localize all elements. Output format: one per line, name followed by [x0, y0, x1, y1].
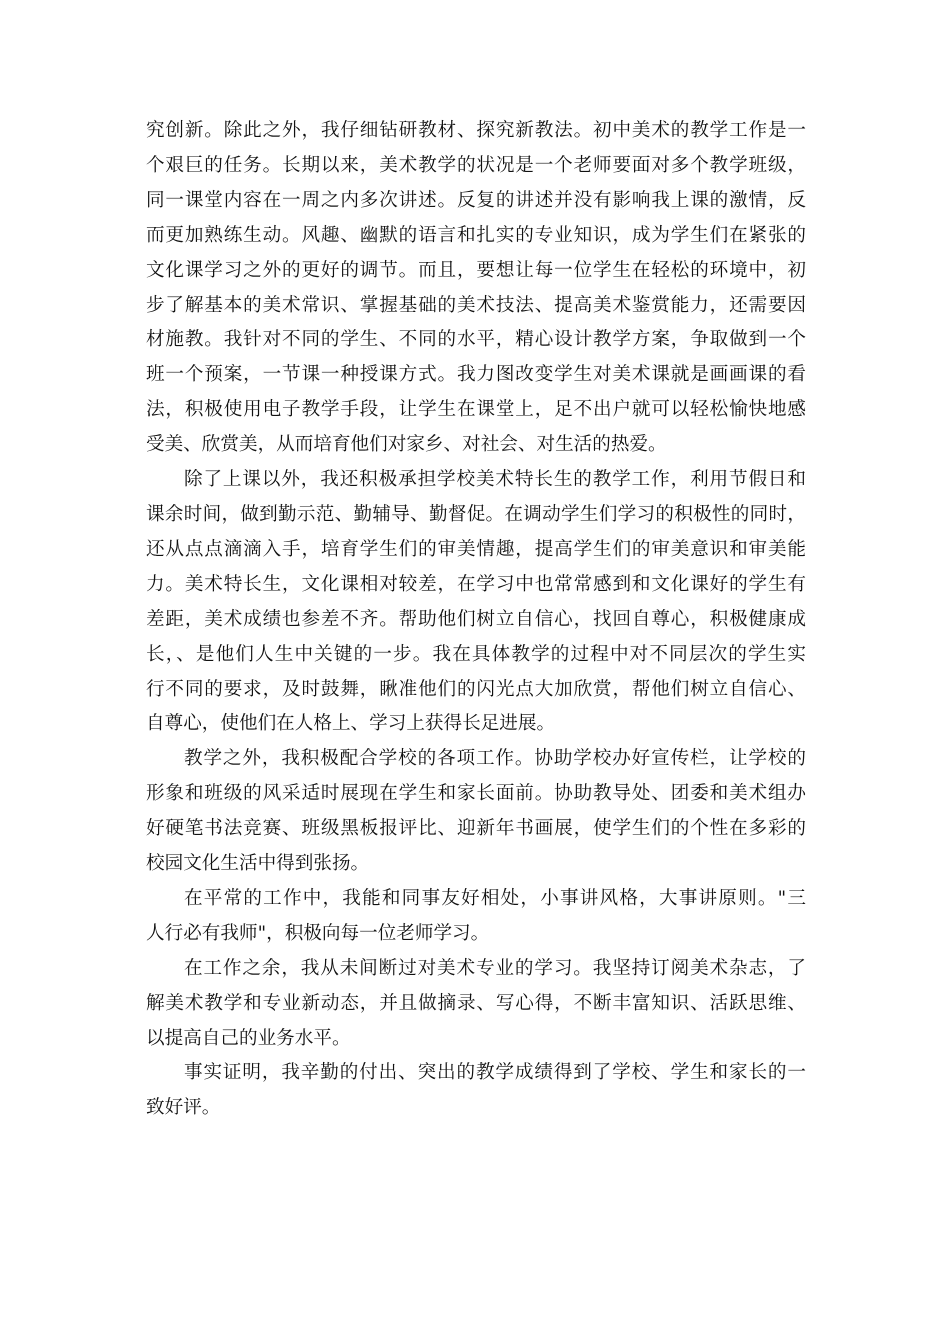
text-line: 长，、是他们人生中关键的一步。我在具体教学的过程中对不同层次的学生实	[146, 643, 806, 665]
text-line: 而更加熟练生动。风趣、幽默的语言和扎实的专业知识，成为学生们在紧张的	[146, 224, 806, 246]
text-line: 差距，美术成绩也参差不齐。帮助他们树立自信心，找回自尊心，积极健康成	[146, 608, 806, 630]
paragraph	[146, 114, 806, 463]
text-line: 还从点点滴滴入手，培育学生们的审美情趣，提高学生们的审美意识和审美能	[146, 538, 806, 560]
text-line: 行不同的要求，及时鼓舞，瞅准他们的闪光点大加欣赏，帮他们树立自信心、	[146, 678, 806, 700]
text-line: 法，积极使用电子教学手段，让学生在课堂上，足不出户就可以轻松愉快地感	[146, 399, 806, 421]
text-line: 同一课堂内容在一周之内多次讲述。反复的讲述并没有影响我上课的激情，反	[146, 189, 806, 211]
text-line: 班一个预案，一节课一种授课方式。我力图改变学生对美术课就是画画课的看	[146, 364, 806, 386]
text-line: 究创新。除此之外，我仔细钻研教材、探究新教法。初中美术的教学工作是一	[146, 120, 806, 141]
text-line: 力。美术特长生，文化课相对较差，在学习中也常常感到和文化课好的学生有	[146, 573, 806, 595]
paragraph	[146, 463, 806, 742]
text-line: 教学之外，我积极配合学校的各项工作。协助学校办好宣传栏，让学校的	[184, 748, 806, 770]
text-line: 以提高自己的业务水平。	[146, 1027, 351, 1049]
text-line: 致好评。	[146, 1097, 221, 1119]
text-line: 好硬笔书法竞赛、班级黑板报评比、迎新年书画展，使学生们的个性在多彩的	[146, 818, 806, 840]
paragraph	[146, 1056, 806, 1126]
text-line: 除了上课以外，我还积极承担学校美术特长生的教学工作，利用节假日和	[184, 469, 806, 491]
text-line: 在工作之余，我从未间断过对美术专业的学习。我坚持订阅美术杂志，了	[184, 957, 806, 979]
text-line: 步了解基本的美术常识、掌握基础的美术技法、提高美术鉴赏能力，还需要因	[146, 294, 806, 316]
text-line: 材施教。我针对不同的学生、不同的水平，精心设计教学方案，争取做到一个	[146, 329, 806, 351]
text-line: 个艰巨的任务。长期以来，美术教学的状况是一个老师要面对多个教学班级，	[146, 154, 806, 176]
text-line: 受美、欣赏美，从而培育他们对家乡、对社会、对生活的热爱。	[146, 434, 667, 456]
paragraph	[146, 882, 806, 952]
text-line: 文化课学习之外的更好的调节。而且，要想让每一位学生在轻松的环境中，初	[146, 259, 806, 281]
text-line: 在平常的工作中，我能和同事友好相处，小事讲风格，大事讲原则。"三	[184, 887, 806, 909]
text-line: 人行必有我师"，积极向每一位老师学习。	[146, 922, 490, 944]
text-line: 事实证明，我辛勤的付出、突出的教学成绩得到了学校、学生和家长的一	[184, 1062, 806, 1084]
text-line: 课余时间，做到勤示范、勤辅导、勤督促。在调动学生们学习的积极性的同时，	[146, 503, 806, 525]
text-line: 形象和班级的风采适时展现在学生和家长面前。协助教导处、团委和美术组办	[146, 783, 806, 805]
paragraph	[146, 952, 806, 1057]
text-line: 解美术教学和专业新动态，并且做摘录、写心得，不断丰富知识、活跃思维、	[146, 992, 806, 1014]
document-body	[146, 114, 806, 1126]
text-line: 校园文化生活中得到张扬。	[146, 853, 370, 875]
text-line: 自尊心，使他们在人格上、学习上获得长足进展。	[146, 713, 556, 735]
paragraph	[146, 742, 806, 882]
